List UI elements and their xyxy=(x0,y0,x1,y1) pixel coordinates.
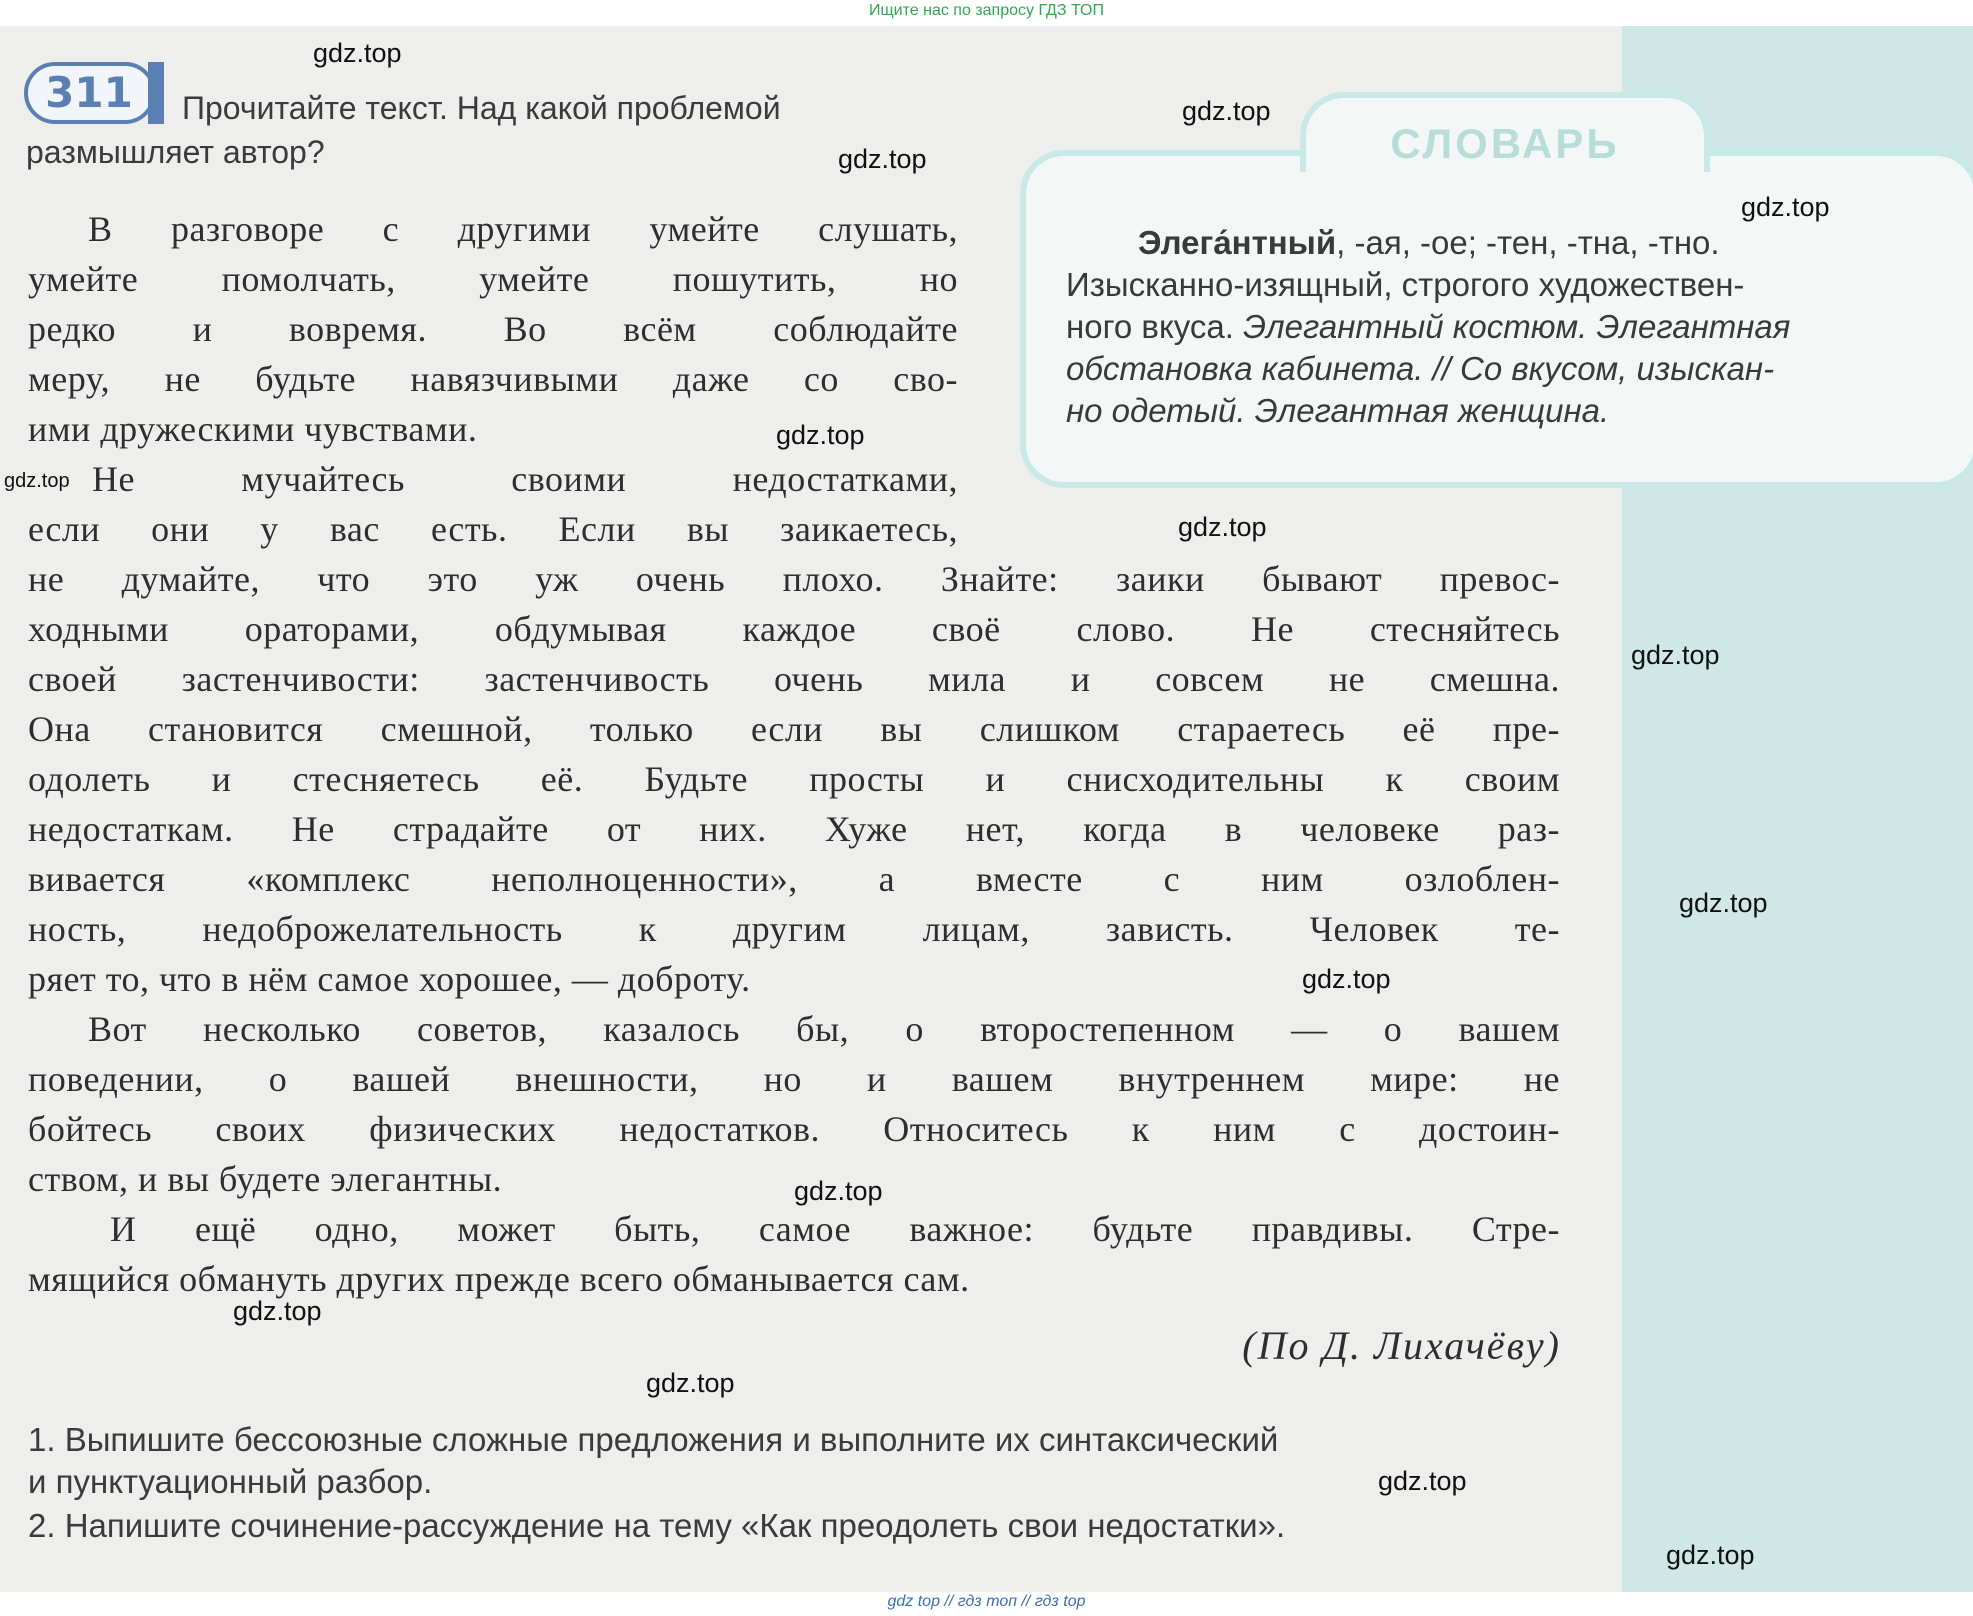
text-line: меру, не будьте навязчивыми даже со сво- xyxy=(28,359,958,399)
top-banner[interactable]: Ищите нас по запросу ГДЗ ТОП xyxy=(869,2,1104,19)
exercise-badge-bar xyxy=(148,62,164,124)
text-line: Она становится смешной, только если вы слишком стараетесь её пре- xyxy=(28,709,1560,749)
exercise-task-line1: Прочитайте текст. Над какой проблемой xyxy=(182,90,781,126)
assignment-line3: 2. Напишите сочинение-рассуждение на тему «Как преодолеть свои недостатки». xyxy=(28,1507,1286,1544)
dictionary-line1 xyxy=(1138,222,1720,264)
dictionary-line5: но одетый. Элегантная женщина. xyxy=(1066,392,1610,429)
text-line: ими дружескими чувствами. xyxy=(28,409,478,449)
watermark: gdz.top xyxy=(1741,192,1830,222)
watermark: gdz.top xyxy=(233,1296,322,1326)
watermark: gdz.top xyxy=(1679,888,1768,918)
text-line: мящийся обмануть других прежде всего обманывается сам. xyxy=(28,1259,970,1299)
watermark: gdz.top xyxy=(776,420,865,450)
text-source: (По Д. Лихачёву) xyxy=(1242,1323,1561,1368)
assignment-line1: 1. Выпишите бессоюзные сложные предложения и выполните их синтаксический xyxy=(28,1421,1279,1458)
text-line: В разговоре с другими умейте слушать, xyxy=(88,209,958,249)
dictionary-title: СЛОВАРЬ xyxy=(1390,120,1620,167)
text-line: ходными ораторами, обдумывая каждое своё слово. Не стесняйтесь xyxy=(28,609,1560,649)
dictionary-line3-italic: Элегантный костюм. Элегантная xyxy=(1243,308,1791,345)
text-line: И ещё одно, может быть, самое важное: будьте правдивы. Стре- xyxy=(110,1209,1560,1249)
assignment-line2: и пунктуационный разбор. xyxy=(28,1463,433,1500)
text-line: ность, недоброжелательность к другим лицам, зависть. Человек те- xyxy=(28,909,1560,949)
exercise-number: 311 xyxy=(45,68,133,117)
watermark: gdz.top xyxy=(838,144,927,174)
text-line: вивается «комплекс неполноценности», а вместе с ним озлоблен- xyxy=(28,859,1560,899)
watermark: gdz.top xyxy=(1378,1466,1467,1496)
dictionary-forms: , -ая, -ое; -тен, -тна, -тно. xyxy=(1336,224,1720,261)
text-line: недостаткам. Не страдайте от них. Хуже нет, когда в человеке раз- xyxy=(28,809,1560,849)
dictionary-line2: Изысканно-изящный, строгого художествен- xyxy=(1066,266,1745,303)
bottom-banner[interactable]: gdz top // гдз топ // гдз top xyxy=(887,1593,1086,1610)
watermark: gdz.top xyxy=(1666,1540,1755,1570)
dictionary-line3-plain: ного вкуса. xyxy=(1066,308,1244,345)
text-line: поведении, о вашей внешности, но и вашем внутреннем мире: не xyxy=(28,1059,1560,1099)
text-line: ряет то, что в нём самое хорошее, — доброту. xyxy=(28,959,751,999)
text-line: не думайте, что это уж очень плохо. Знайте: заики бывают превос- xyxy=(28,559,1560,599)
dictionary-headword: Элега́нтный xyxy=(1138,224,1337,261)
text-line: Вот несколько советов, казалось бы, о второстепенном — о вашем xyxy=(88,1009,1560,1049)
watermark: gdz.top xyxy=(1631,640,1720,670)
watermark: gdz.top xyxy=(1182,96,1271,126)
watermark: gdz.top xyxy=(313,38,402,68)
text-line: редко и вовремя. Во всём соблюдайте xyxy=(28,309,958,349)
text-line: ством, и вы будете элегантны. xyxy=(28,1159,503,1199)
text-line: бойтесь своих физических недостатков. Относитесь к ним с достоин- xyxy=(28,1109,1560,1149)
text-line: Не мучайтесь своими недостатками, xyxy=(92,459,958,499)
text-line: своей застенчивости: застенчивость очень мила и совсем не смешна. xyxy=(28,659,1560,699)
watermark: gdz.top xyxy=(1302,964,1391,994)
exercise-task-line2: размышляет автор? xyxy=(26,134,325,170)
watermark: gdz.top xyxy=(794,1176,883,1206)
text-line: одолеть и стесняетесь её. Будьте просты и снисходительны к своим xyxy=(28,759,1560,799)
watermark: gdz.top xyxy=(646,1368,735,1398)
text-line: умейте помолчать, умейте пошутить, но xyxy=(28,259,958,299)
dictionary-line4: обстановка кабинета. // Со вкусом, изыскан- xyxy=(1066,350,1775,387)
dictionary-line3 xyxy=(1066,306,1790,348)
watermark: gdz.top xyxy=(4,470,70,492)
text-line: если они у вас есть. Если вы заикаетесь, xyxy=(28,509,958,549)
watermark: gdz.top xyxy=(1178,512,1267,542)
